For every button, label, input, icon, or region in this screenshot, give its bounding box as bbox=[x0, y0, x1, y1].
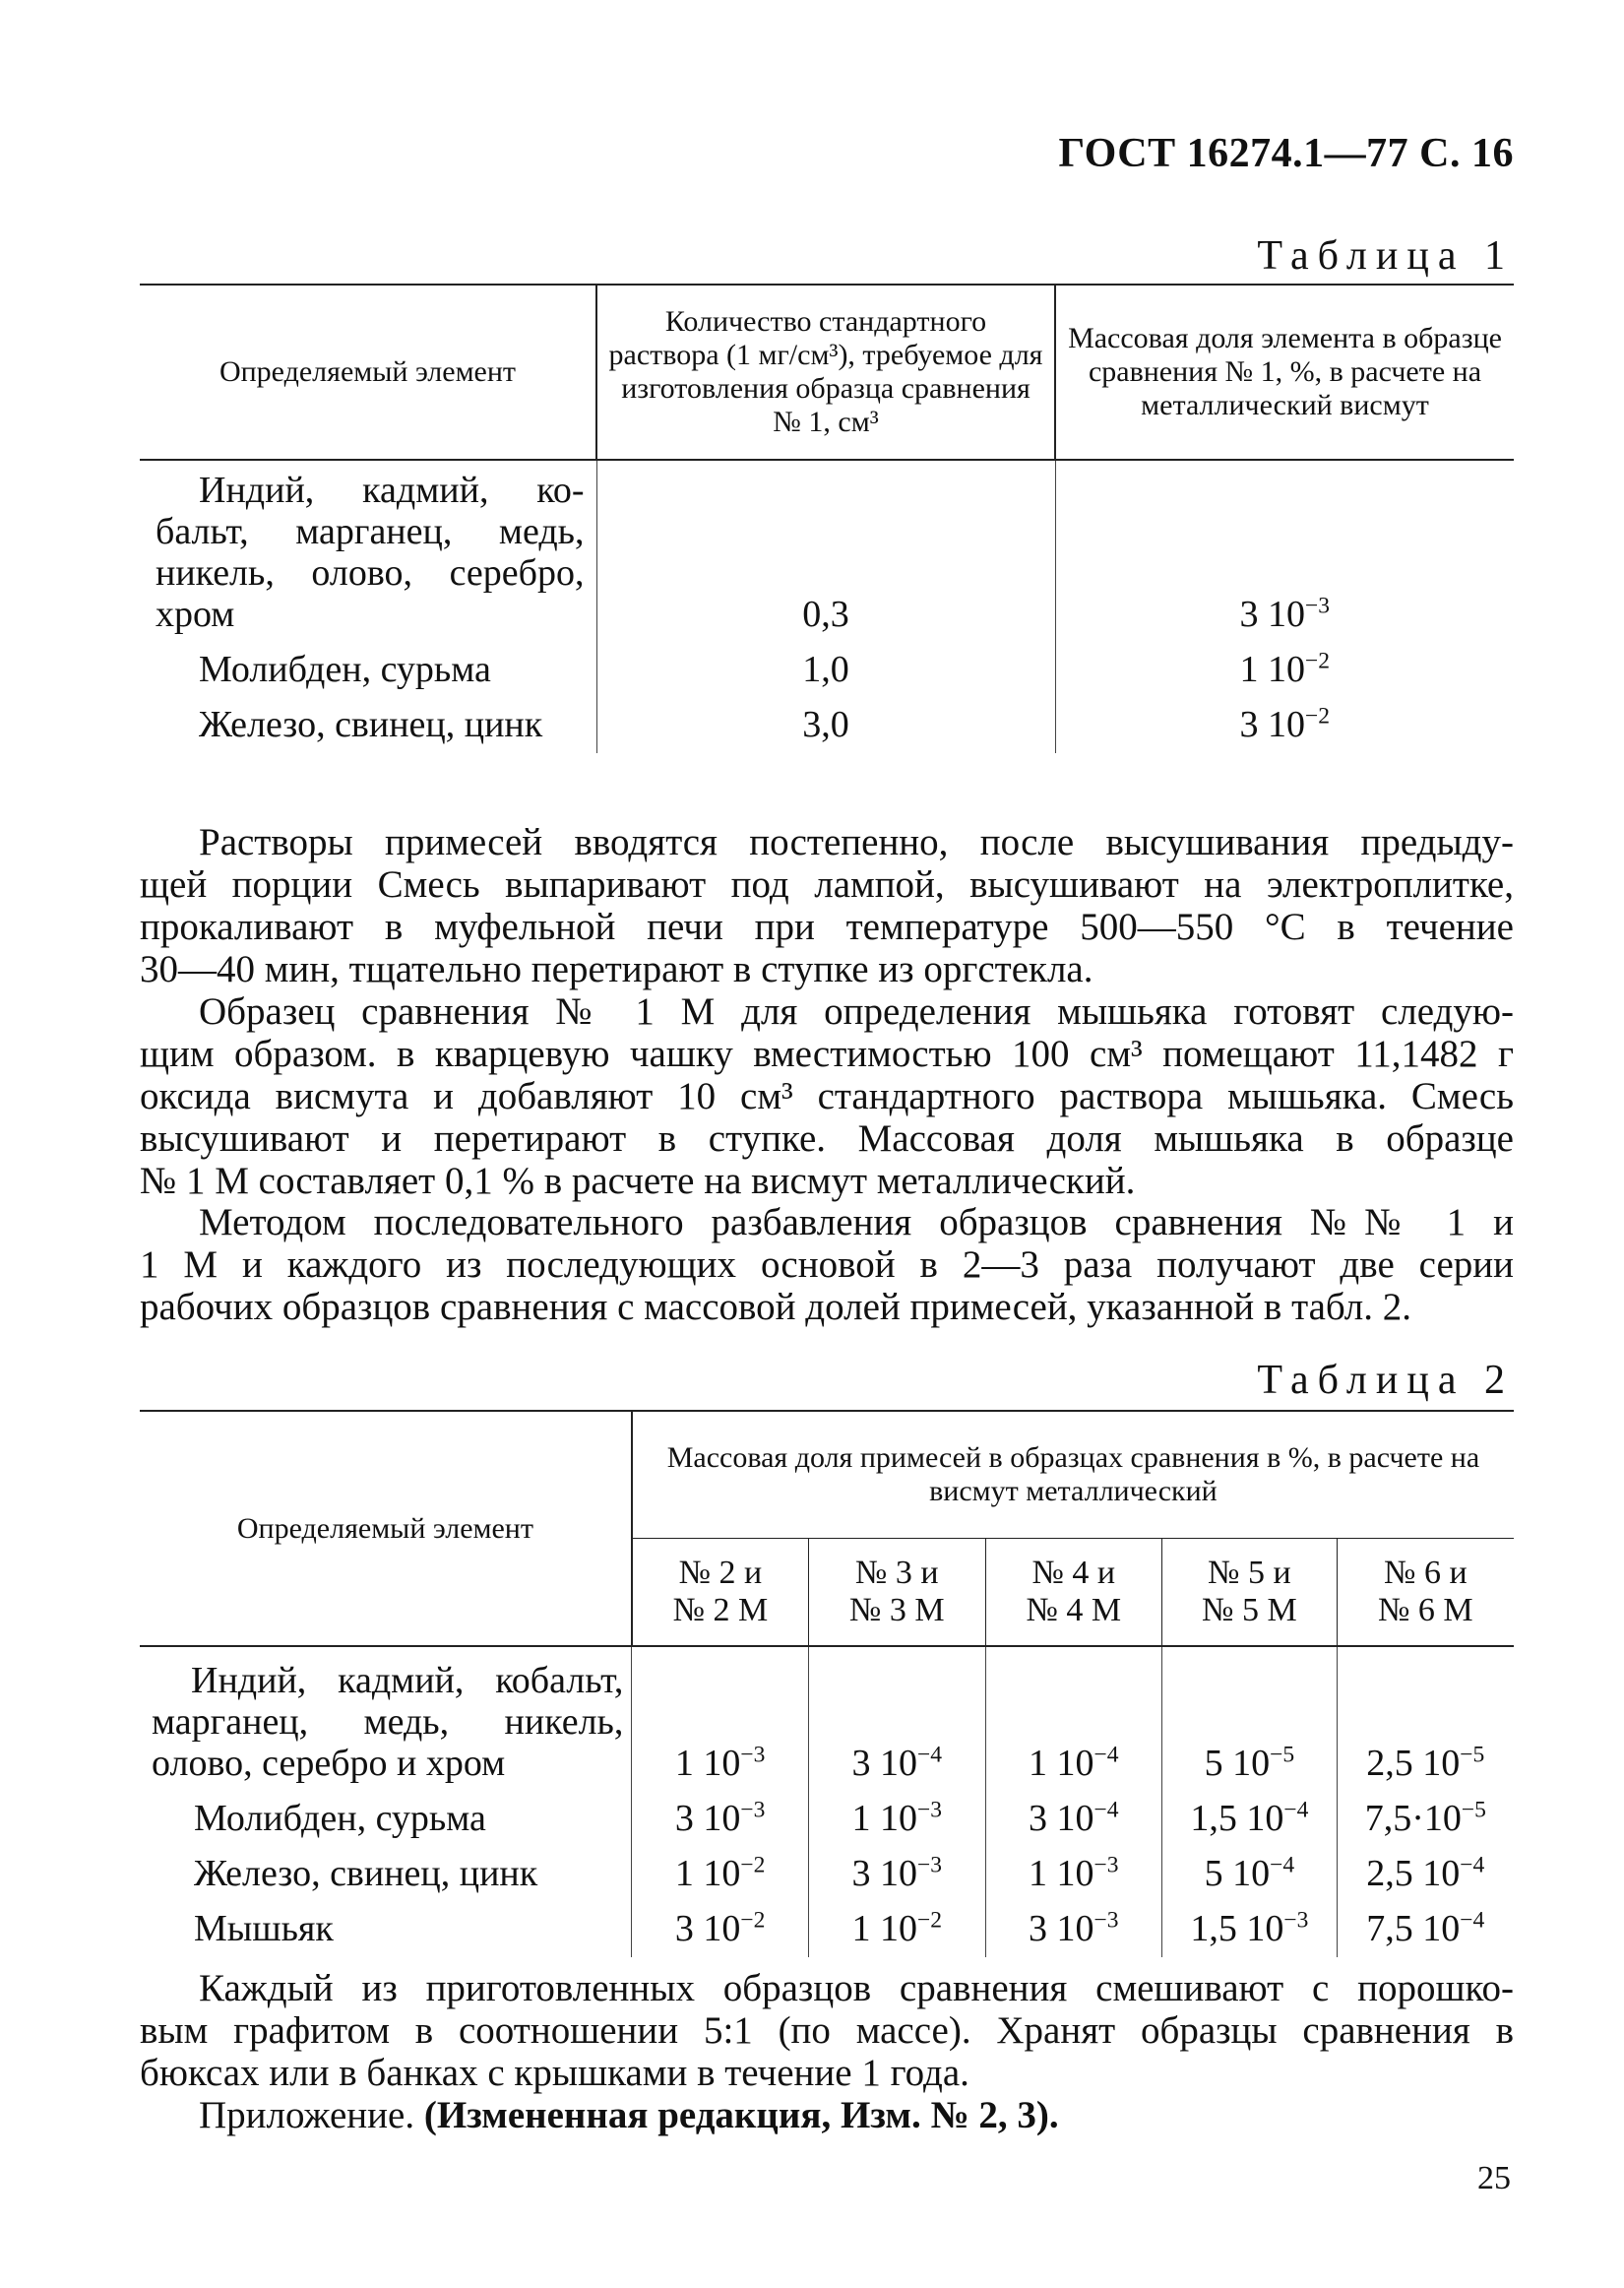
table2-value-cell: 3 $10^{-3}$ bbox=[985, 1902, 1162, 1957]
paragraph-mixing: Каждый из приготовленных образцов сравнения смешивают с порошко- вым графитом в соотношении 5:1 (по массе). Хранят образцы сравнения в бюксах или в банках с крышками в течение 1 года. Приложение. (Измененная редакция, Изм. № 2, 3). bbox=[140, 1967, 1514, 2136]
table1-mass-cell: 3 $10^{-3}$ bbox=[1055, 460, 1514, 643]
table1-caption: Таблица 1 bbox=[1257, 233, 1514, 279]
table-row bbox=[140, 1847, 1514, 1902]
table-row bbox=[140, 1646, 1514, 1792]
table1-element-cell: Молибден, сурьма bbox=[199, 649, 491, 690]
paragraph-preparation: Растворы примесей вводятся постепенно, после высушивания предыду- щей порции Смесь выпаривают под лампой, высушивают на электроплитке, прокаливают в муфельной печи при температуре 500—550 °С в течение 30—40 мин, тщательно перетирают в ступке из оргстекла. bbox=[140, 821, 1514, 990]
page-number: 25 bbox=[1477, 2160, 1511, 2196]
table-row bbox=[140, 643, 1514, 698]
table2-element-cell: Мышьяк bbox=[194, 1908, 334, 1949]
appendix-note: Приложение. (Измененная редакция, Изм. № 2, 3). bbox=[199, 2094, 1059, 2136]
table2-subheader: № 6 и № 6 М bbox=[1337, 1539, 1514, 1647]
table2-element-cell: Молибден, сурьма bbox=[194, 1798, 486, 1839]
table2-caption: Таблица 2 bbox=[1257, 1358, 1514, 1403]
table2-value-cell: 7,5 $10^{-4}$ bbox=[1337, 1902, 1514, 1957]
table1-mass-cell: 1 $10^{-2}$ bbox=[1055, 643, 1514, 698]
table2-value-cell: 1,5 $10^{-4}$ bbox=[1162, 1792, 1338, 1847]
table1-amount-cell: 0,3 bbox=[596, 460, 1055, 643]
table-row bbox=[140, 460, 1514, 643]
table2-value-cell: 3 $10^{-4}$ bbox=[985, 1792, 1162, 1847]
table1-element-cell: Железо, свинец, цинк bbox=[199, 704, 543, 745]
paragraph-dilution: Методом последовательного разбавления образцов сравнения №№ 1 и 1 М и каждого из последующих основой в 2—3 раза получают две серии рабочих образцов сравнения с массовой долей примесей, указанной в табл. 2. bbox=[140, 1201, 1514, 1328]
table2-header-element: Определяемый элемент bbox=[140, 1411, 632, 1646]
element-line: олово, серебро и хром bbox=[152, 1743, 506, 1784]
table1-amount-cell: 3,0 bbox=[596, 698, 1055, 753]
table2-header-group: Массовая доля примесей в образцах сравнения в %, в расчете на висмут металлический bbox=[632, 1411, 1514, 1539]
element-line: хром bbox=[156, 594, 235, 635]
table2-subheader: № 2 и № 2 М bbox=[632, 1539, 809, 1647]
table2-value-cell: $7,5\cdot 10^{-5}$ bbox=[1337, 1792, 1514, 1847]
table2 bbox=[140, 1410, 1514, 1957]
table2-value-cell: 1 $10^{-3}$ bbox=[808, 1792, 985, 1847]
table-row bbox=[140, 1902, 1514, 1957]
table2-subheader: № 3 и № 3 М bbox=[808, 1539, 985, 1647]
table2-value-cell: 2,5 $10^{-4}$ bbox=[1337, 1847, 1514, 1902]
table2-value-cell: 5 $10^{-4}$ bbox=[1162, 1847, 1338, 1902]
table2-value-cell: 2,5 $10^{-5}$ bbox=[1337, 1646, 1514, 1792]
element-line: бальт, марганец, медь, bbox=[156, 511, 585, 552]
table2-value-cell: 3 $10^{-2}$ bbox=[632, 1902, 809, 1957]
table2-element-cell: Железо, свинец, цинк bbox=[194, 1853, 538, 1894]
table1-header-mass: Массовая доля элемента в образце сравнения № 1, %, в расчете на металлический висмут bbox=[1055, 285, 1514, 460]
table2-value-cell: 5 $10^{-5}$ bbox=[1162, 1646, 1338, 1792]
table1-header-element: Определяемый элемент bbox=[140, 285, 596, 460]
element-line: Индий, кадмий, кобальт, bbox=[191, 1660, 624, 1701]
table1-element-cell bbox=[140, 460, 596, 643]
table1-header-amount: Количество стандартного раствора (1 мг/см³), требуемое для изготовления образца сравнения № 1, см³ bbox=[596, 285, 1055, 460]
table1-amount-cell: 1,0 bbox=[596, 643, 1055, 698]
table2-value-cell: 3 $10^{-3}$ bbox=[808, 1847, 985, 1902]
table2-value-cell: 1,5 $10^{-3}$ bbox=[1162, 1902, 1338, 1957]
table2-subheader: № 4 и № 4 М bbox=[985, 1539, 1162, 1647]
paragraph-arsenic-sample: Образец сравнения № 1 М для определения мышьяка готовят следую- щим образом. в кварцевую чашку вместимостью 100 см³ помещают 11,1482 г оксида висмута и добавляют 10 см³ стандартного раствора мышьяка. Смесь высушивают и перетирают в ступке. Массовая доля мышьяка в образце № 1 М составляет 0,1 % в расчете на висмут металлический. bbox=[140, 990, 1514, 1202]
table2-element-cell bbox=[140, 1646, 632, 1792]
table2-value-cell: 1 $10^{-4}$ bbox=[985, 1646, 1162, 1792]
table2-value-cell: 1 $10^{-2}$ bbox=[808, 1902, 985, 1957]
table2-value-cell: 1 $10^{-2}$ bbox=[632, 1847, 809, 1902]
table-row bbox=[140, 698, 1514, 753]
table1-mass-cell: 3 $10^{-2}$ bbox=[1055, 698, 1514, 753]
table2-value-cell: 3 $10^{-3}$ bbox=[632, 1792, 809, 1847]
page-header: ГОСТ 16274.1—77 С. 16 bbox=[1058, 131, 1514, 176]
table2-value-cell: 1 $10^{-3}$ bbox=[985, 1847, 1162, 1902]
element-line: никель, олово, серебро, bbox=[156, 552, 585, 594]
table-row bbox=[140, 1792, 1514, 1847]
element-line: Индий, кадмий, ко- bbox=[199, 470, 585, 511]
table2-value-cell: 1 $10^{-3}$ bbox=[632, 1646, 809, 1792]
table1 bbox=[140, 284, 1514, 753]
table2-subheader: № 5 и № 5 М bbox=[1162, 1539, 1338, 1647]
table2-value-cell: 3 $10^{-4}$ bbox=[808, 1646, 985, 1792]
element-line: марганец, медь, никель, bbox=[152, 1701, 624, 1743]
